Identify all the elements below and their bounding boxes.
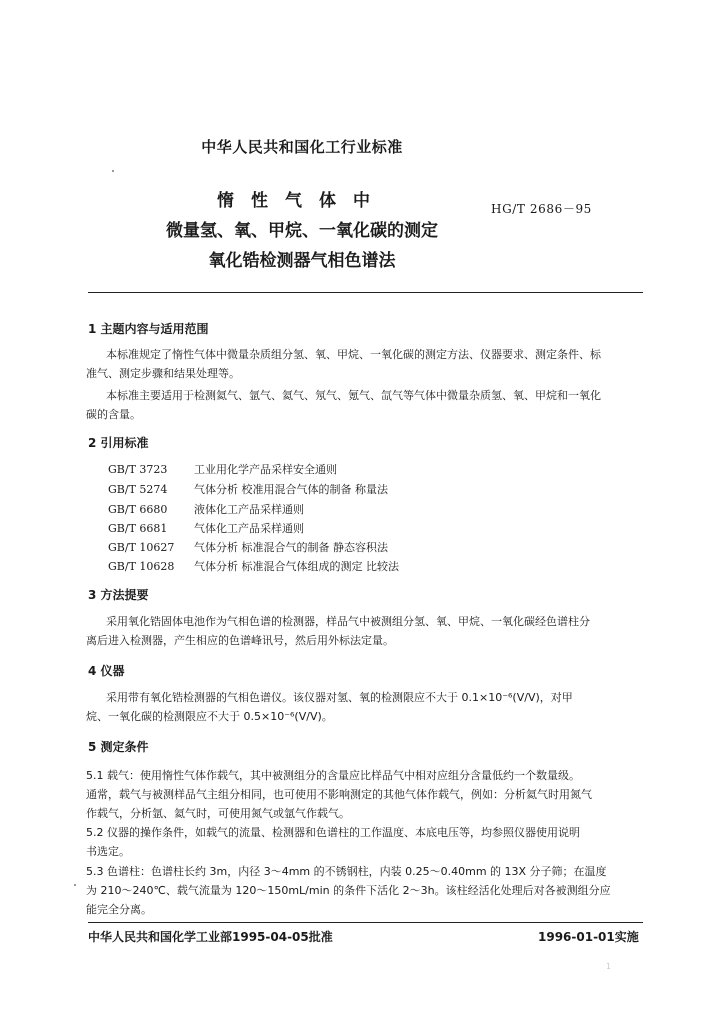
reference-item	[108, 558, 399, 574]
title-line-3: 氧化锆检测器气相色谱法	[208, 251, 396, 271]
clause-5-1-line-1: 5.1 载气：使用惰性气体作载气，其中被测组分的含量应比样品气中相对应组分含量低约一个数量级。	[86, 769, 580, 782]
clause-5-1-line-2: 通常，载气与被测样品气主组分相同，也可使用不影响测定的其他气体作载气，例如：分析氦气时用氮气	[86, 788, 592, 801]
reference-code: GB/T 6681	[108, 522, 168, 535]
reference-title: 气体分析 标准混合气的制备 静态容积法	[194, 541, 388, 554]
clause-5-3-line-1: 5.3 色谱柱：色谱柱长约 3m，内径 3～4mm 的不锈钢柱，内装 0.25～0.40mm 的 13X 分子筛；在温度	[86, 865, 607, 878]
scan-speck	[74, 884, 76, 886]
reference-item	[108, 481, 388, 497]
reference-code: GB/T 10628	[108, 560, 175, 573]
clause-5-2-line-2: 书选定。	[86, 845, 130, 858]
scan-speck	[112, 170, 114, 172]
clause-5-3-line-2: 为 210～240℃、载气流量为 120～150mL/min 的条件下活化 2～3h。该柱经活化处理后对各被测组分应	[86, 884, 611, 897]
reference-code: GB/T 5274	[108, 483, 168, 496]
header-divider	[88, 292, 643, 293]
issuing-organization: 中华人民共和国化工行业标准	[201, 138, 403, 156]
clause-5-3-line-3: 能完全分离。	[86, 903, 152, 916]
footer-divider	[88, 922, 643, 923]
page-number: 1	[606, 962, 612, 971]
section-1-para-1-line-1: 本标准规定了惰性气体中微量杂质组分氢、氧、甲烷、一氧化碳的测定方法、仪器要求、测定条件、标	[106, 348, 601, 361]
reference-item	[108, 461, 337, 477]
implementation-date: 1996-01-01实施	[538, 930, 639, 944]
reference-item	[108, 501, 304, 517]
reference-code: GB/T 10627	[108, 541, 175, 554]
approval-line: 中华人民共和国化学工业部1995-04-05批准	[88, 930, 333, 944]
title-line-1: 惰性气体中	[217, 191, 387, 211]
reference-item	[108, 520, 304, 536]
section-4-line-1: 采用带有氧化锆检测器的气相色谱仪。该仪器对氢、氧的检测限应不大于 0.1×10⁻⁶(V/V)，对甲	[106, 691, 573, 704]
reference-title: 工业用化学产品采样安全通则	[194, 463, 337, 476]
clause-5-2-line-1: 5.2 仪器的操作条件，如载气的流量、检测器和色谱柱的工作温度、本底电压等，均参照仪器使用说明	[86, 826, 580, 839]
reference-title: 气体分析 校准用混合气体的制备 称量法	[194, 483, 388, 496]
section-3-heading: 3 方法提要	[88, 588, 149, 602]
title-line-2: 微量氢、氧、甲烷、一氧化碳的测定	[166, 221, 438, 241]
reference-title: 液体化工产品采样通则	[194, 503, 304, 516]
reference-code: GB/T 3723	[108, 463, 168, 476]
section-3-line-2: 离后进入检测器，产生相应的色谱峰讯号，然后用外标法定量。	[86, 634, 394, 647]
reference-title: 气体化工产品采样通则	[194, 522, 304, 535]
standard-code: HG/T 2686－95	[491, 202, 592, 216]
section-5-heading: 5 测定条件	[88, 740, 149, 754]
section-2-heading: 2 引用标准	[88, 436, 149, 450]
section-1-para-1-line-2: 准气、测定步骤和结果处理等。	[86, 367, 240, 380]
reference-title: 气体分析 标准混合气体组成的测定 比较法	[194, 560, 399, 573]
section-4-heading: 4 仪器	[88, 664, 125, 678]
reference-code: GB/T 6680	[108, 503, 168, 516]
section-1-para-2-line-1: 本标准主要适用于检测氦气、氩气、氦气、氖气、氪气、氙气等气体中微量杂质氢、氧、甲烷和一氧化	[106, 389, 601, 402]
reference-item	[108, 539, 388, 555]
section-1-para-2-line-2: 碳的含量。	[86, 408, 141, 421]
section-3-line-1: 采用氧化锆固体电池作为气相色谱的检测器，样品气中被测组分氢、氧、甲烷、一氧化碳经色谱柱分	[106, 615, 590, 628]
section-4-line-2: 烷、一氧化碳的检测限应不大于 0.5×10⁻⁶(V/V)。	[86, 710, 333, 723]
section-1-heading: 1 主题内容与适用范围	[88, 322, 209, 336]
clause-5-1-line-3: 作载气，分析氩、氦气时，可使用氮气或氩气作载气。	[86, 807, 350, 820]
